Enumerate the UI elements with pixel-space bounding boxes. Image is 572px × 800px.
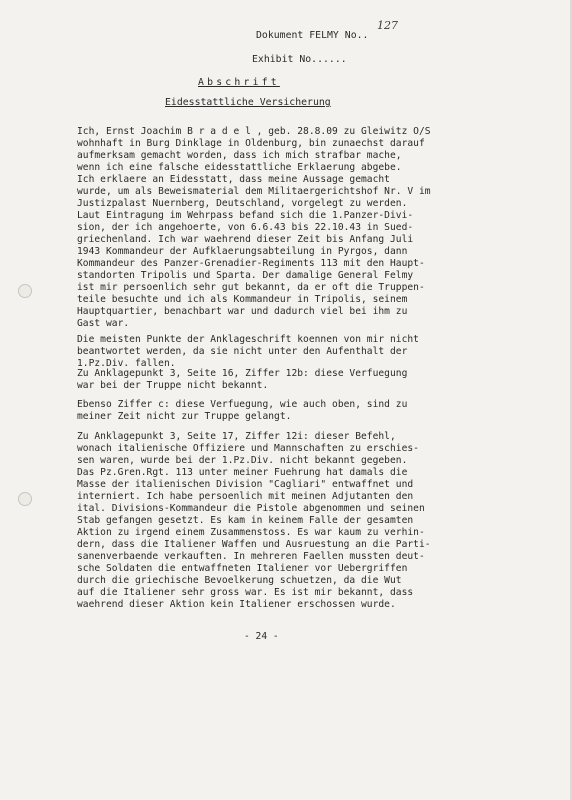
body-text-line: Kommandeur des Panzer-Grenadier-Regiments 113 mit den Haupt- [77,258,425,269]
body-text-line: Laut Eintragung im Wehrpass befand sich die 1.Panzer-Divi- [77,210,414,221]
document-number: 127 [377,19,398,32]
body-text-line: wurde, um als Beweismaterial dem Militaergerichtshof Nr. V im [77,186,431,197]
body-text-line: ist mir persoenlich sehr gut bekannt, da er oft die Truppen- [77,282,425,293]
body-text-line: Ebenso Ziffer c: diese Verfuegung, wie auch oben, sind zu [77,399,408,410]
body-text-line: sche Soldaten die entwaffneten Italiener vor Uebergriffen [77,563,408,574]
document-title: Abschrift [198,77,280,88]
body-text-line: Zu Anklagepunkt 3, Seite 16, Ziffer 12b: diese Verfuegung [77,368,408,379]
body-text-line: Das Pz.Gren.Rgt. 113 unter meiner Fuehrung hat damals die [77,467,408,478]
body-text-line: Stab gefangen gesetzt. Es kam in keinem Falle der gesamten [77,515,414,526]
body-text-line: Hauptquartier, benachbart war und dadurch viel bei ihm zu [77,306,408,317]
body-text-line: wenn ich eine falsche eidesstattliche Erklaerung abgebe. [77,162,402,173]
body-text-line: wonach italienische Offiziere und Mannschaften zu erschies- [77,443,419,454]
body-text-line: sanenverbaende verkauften. In mehreren Faellen mussten deut- [77,551,425,562]
body-text-line: sion, der ich angehoerte, von 6.6.43 bis 22.10.43 in Sued- [77,222,414,233]
body-text-line: beantwortet werden, da sie nicht unter den Aufenthalt der [77,346,408,357]
body-text-line: Ich, Ernst Joachim B r a d e l , geb. 28.8.09 zu Gleiwitz O/S [77,126,431,137]
body-text-line: sen waren, wurde bei der 1.Pz.Div. nicht bekannt gegeben. [77,455,408,466]
body-text-line: Zu Anklagepunkt 3, Seite 17, Ziffer 12i: dieser Befehl, [77,431,396,442]
body-text-line: wohnhaft in Burg Dinklage in Oldenburg, bin zunaechst darauf [77,138,425,149]
body-text-line: Gast war. [77,318,130,329]
body-text-line: Aktion zu irgend einem Zusammenstoss. Es war kaum zu verhin- [77,527,425,538]
body-text-line: Die meisten Punkte der Anklageschrift koennen von mir nicht [77,334,419,345]
body-text-line: Ich erklaere an Eidesstatt, dass meine Aussage gemacht [77,174,390,185]
body-text-line: Justizpalast Nuernberg, Deutschland, vorgelegt zu werden. [77,198,408,209]
body-text-line: ital. Divisions-Kommandeur die Pistole abgenommen und seinen [77,503,425,514]
body-text-line: griechenland. Ich war waehrend dieser Zeit bis Anfang Juli [77,234,414,245]
body-text-line: auf die Italiener sehr gross war. Es ist mir bekannt, dass [77,587,414,598]
punch-hole-mark [18,492,32,506]
punch-hole-mark [18,284,32,298]
body-text-line: meiner Zeit nicht zur Truppe gelangt. [77,411,292,422]
body-text-line: interniert. Ich habe persoenlich mit meinen Adjutanten den [77,491,414,502]
body-text-line: 1943 Kommandeur der Aufklaerungsabteilung in Pyrgos, dann [77,246,408,257]
body-text-line: standorten Tripolis und Sparta. Der damalige General Felmy [77,270,414,281]
document-subtitle: Eidesstattliche Versicherung [165,97,331,108]
body-text-line: waehrend dieser Aktion kein Italiener erschossen wurde. [77,599,396,610]
exhibit-label: Exhibit No...... [252,54,347,65]
body-text-line: 1.Pz.Div. fallen. [77,358,176,369]
body-text-line: aufmerksam gemacht worden, dass ich mich strafbar mache, [77,150,402,161]
body-text-line: dern, dass die Italiener Waffen und Ausruestung an die Parti- [77,539,431,550]
body-text-line: durch die griechische Bevoelkerung schuetzen, da die Wut [77,575,402,586]
body-text-line: teile besuchte und ich als Kommandeur in Tripolis, seinem [77,294,408,305]
body-text-line: war bei der Truppe nicht bekannt. [77,380,269,391]
document-label: Dokument FELMY No.. [256,30,369,41]
body-text-line: Masse der italienischen Division "Cagliari" entwaffnet und [77,479,414,490]
page-number: - 24 - [244,631,279,642]
